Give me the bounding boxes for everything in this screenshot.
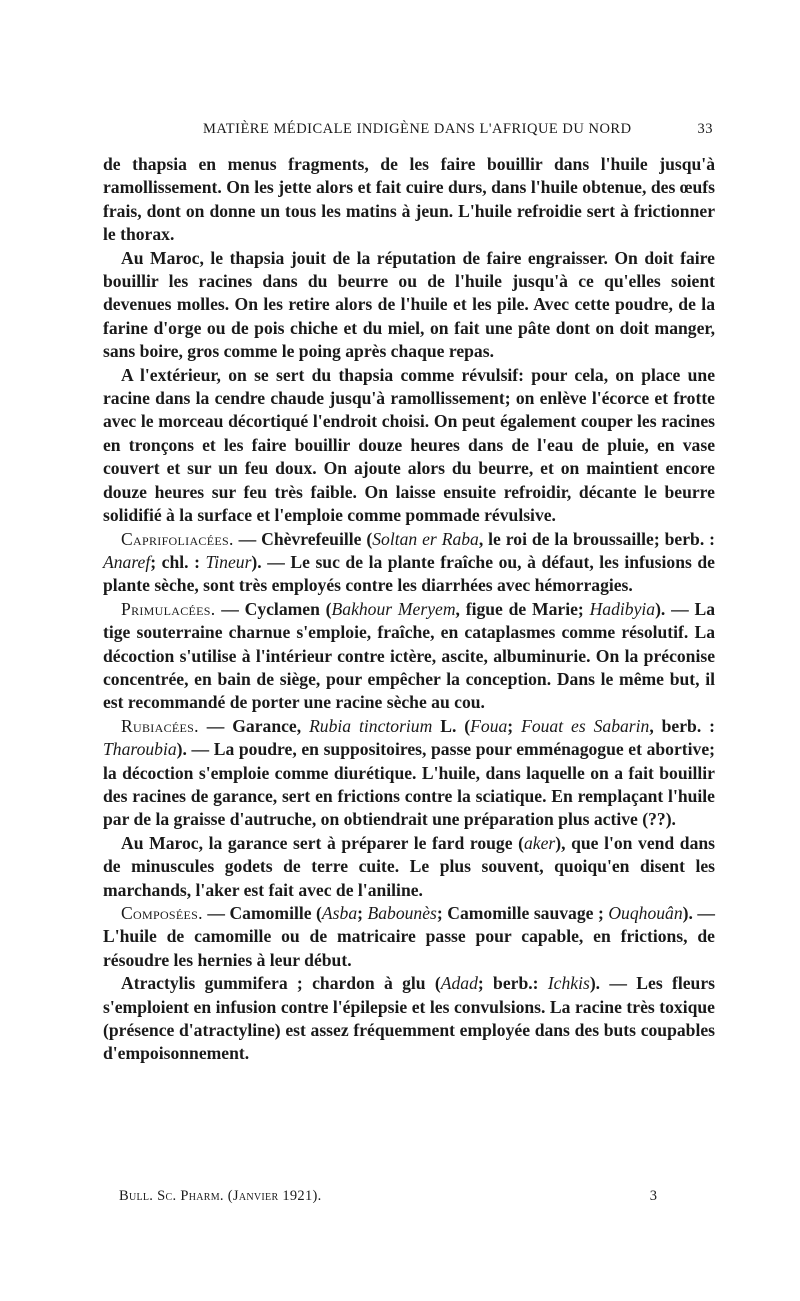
family-name: Caprifoliacées. bbox=[121, 528, 234, 549]
journal-citation: Bull. Sc. Pharm. (Janvier 1921). bbox=[119, 1188, 322, 1204]
paragraph-thapsia-oil: de thapsia en menus fragments, de les faire bouillir dans l'huile jusqu'à ramollissement. On les jette alors et fait cuire durs, dans l'huile obtenue, des œufs frais, dont on donne un tous les matins à jeun. L'huile refroidie sert à frictionner le thorax. bbox=[103, 154, 715, 245]
entry-composees: Composées. — Camomille (Asba; Babounès; Camomille sauvage ; Ouqhouân). — L'huile de camomille ou de matricaire passe pour capable, en frictions, de résoudre les hernies à leur début. bbox=[103, 903, 716, 970]
family-name: Rubiacées. bbox=[121, 715, 199, 736]
entry-atractylis: Atractylis gummifera ; chardon à glu (Adad; berb.: Ichkis). — Les fleurs s'emploient en infusion contre l'épilepsie et les convulsions. La racine très toxique (présence d'atractyline) est assez fréquemment employée dans des buts coupables d'empoisonnement. bbox=[103, 973, 715, 1064]
paragraph-thapsia-exterieur: A l'extérieur, on se sert du thapsia comme révulsif: pour cela, on place une racine dans la cendre chaude jusqu'à ramollissement; on enlève l'écorce et frotte avec le morceau décortiqué l'endroit choisi. On peut également couper les racines en tronçons et les faire bouillir douze heures dans de l'eau de pluie, en vase couvert et sur un feu doux. On ajoute alors du beurre, et on maintient encore douze heures sur feu très faible. On laisse ensuite refroidir, décante le beurre solidifié à la surface et l'emploie comme pommade révulsive. bbox=[103, 364, 715, 526]
running-title: MATIÈRE MÉDICALE INDIGÈNE DANS L'AFRIQUE DU NORD bbox=[203, 121, 632, 137]
plant-name: Camomille bbox=[229, 903, 312, 923]
family-name: Composées. bbox=[121, 903, 203, 923]
plant-name: Garance, bbox=[232, 715, 302, 736]
footer bbox=[103, 1188, 715, 1210]
plant-name: Cyclamen bbox=[244, 598, 320, 619]
paragraph-garance-maroc: Au Maroc, la garance sert à préparer le fard rouge (aker), que l'on vend dans de minuscules godets de terre cuite. Le plus souvent, quoiqu'en disent les marchands, l'aker est fait avec de l'aniline. bbox=[103, 832, 715, 900]
family-name: Primulacées. bbox=[121, 598, 216, 619]
running-head bbox=[103, 121, 713, 143]
plant-name: Chèvrefeuille bbox=[261, 528, 362, 549]
entry-rubiacees: Rubiacées. — Garance, Rubia tinctorium L. (Foua; Fouat es Sabarin, berb. : Tharoubia). — La poudre, en suppositoires, passe pour emménagogue et abortive; la décoction s'emploie comme diurétique. L'huile, dans laquelle on a fait bouillir des racines de garance, sert en frictions contre la sciatique. En remplaçant l'huile par de la graisse d'autruche, on obtiendrait une préparation plus active (??). bbox=[103, 715, 716, 830]
plant-name: Atractylis gummifera bbox=[121, 973, 288, 994]
page-number: 33 bbox=[697, 121, 713, 137]
entry-caprifoliacees: Caprifoliacées. — Chèvrefeuille (Soltan er Raba, le roi de la broussaille; berb. : Anaref; chl. : Tineur). — Le suc de la plante fraîche ou, à défaut, les infusions de plante sèche, sont très employés contre les diarrhées avec hémorragies. bbox=[103, 528, 715, 596]
entry-primulacees: Primulacées. — Cyclamen (Bakhour Meryem, figue de Marie; Hadibyia). — La tige souterraine charnue s'emploie, fraîche, en cataplasmes comme résolutif. La décoction s'utilise à l'intérieur contre ictère, ascite, albuminurie. On la préconise concentrée, en bain de siège, pour empêcher la conception. Dans le même but, il est recommandé de porter une racine sèche au cou. bbox=[103, 598, 716, 713]
paragraph-thapsia-maroc: Au Maroc, le thapsia jouit de la réputation de faire engraisser. On doit faire bouillir les racines dans du beurre ou de l'huile jusqu'à ce qu'elles soient devenues molles. On les retire alors de l'huile et les pile. Avec cette poudre, de la farine d'orge ou de pois chiche et du miel, on fait une pâte dont on doit manger, sans boire, gros comme le poing après chaque repas. bbox=[103, 247, 715, 362]
body-text bbox=[103, 153, 715, 1066]
signature-number: 3 bbox=[649, 1188, 657, 1204]
